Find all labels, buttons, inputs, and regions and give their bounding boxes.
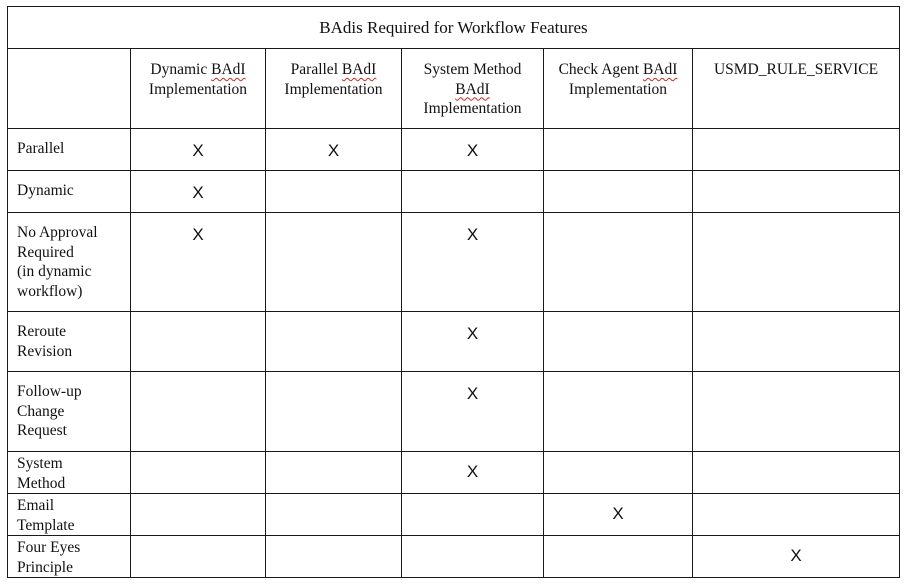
row-label: Follow-up Change Request bbox=[8, 372, 131, 452]
table-cell: X bbox=[131, 213, 266, 312]
table-cell bbox=[544, 213, 693, 312]
table-cell: X bbox=[402, 213, 544, 312]
column-header: Check Agent BAdI Implementation bbox=[544, 49, 693, 129]
table-cell bbox=[266, 171, 402, 213]
table-title: BAdis Required for Workflow Features bbox=[8, 7, 900, 49]
table-cell: X bbox=[266, 129, 402, 171]
title-row bbox=[8, 7, 900, 49]
table-row bbox=[8, 129, 900, 171]
table-cell bbox=[544, 129, 693, 171]
table-cell bbox=[402, 494, 544, 536]
table-cell bbox=[131, 494, 266, 536]
table-cell bbox=[266, 452, 402, 494]
table-cell bbox=[266, 372, 402, 452]
row-label: Email Template bbox=[8, 494, 131, 536]
row-label: System Method bbox=[8, 452, 131, 494]
table-cell bbox=[402, 171, 544, 213]
table-cell: X bbox=[693, 536, 900, 578]
row-label: Four Eyes Principle bbox=[8, 536, 131, 578]
table-cell bbox=[131, 536, 266, 578]
table-cell bbox=[266, 312, 402, 372]
table-cell bbox=[693, 171, 900, 213]
table-cell bbox=[131, 452, 266, 494]
table-cell bbox=[693, 129, 900, 171]
table-row bbox=[8, 312, 900, 372]
table-cell bbox=[266, 494, 402, 536]
column-header: Parallel BAdI Implementation bbox=[266, 49, 402, 129]
table-row bbox=[8, 372, 900, 452]
column-header: System Method BAdI Implementation bbox=[402, 49, 544, 129]
table-cell: X bbox=[131, 129, 266, 171]
column-header: Dynamic BAdI Implementation bbox=[131, 49, 266, 129]
table-cell: X bbox=[131, 171, 266, 213]
document-page bbox=[7, 6, 900, 578]
table-row bbox=[8, 536, 900, 578]
table-cell bbox=[693, 213, 900, 312]
table-cell bbox=[544, 452, 693, 494]
row-label: Dynamic bbox=[8, 171, 131, 213]
row-label: No Approval Required (in dynamic workflow) bbox=[8, 213, 131, 312]
row-label: Reroute Revision bbox=[8, 312, 131, 372]
table-cell bbox=[131, 372, 266, 452]
table-cell: X bbox=[402, 372, 544, 452]
table-cell: X bbox=[544, 494, 693, 536]
table-cell bbox=[693, 494, 900, 536]
table-cell: X bbox=[402, 129, 544, 171]
table-cell bbox=[266, 536, 402, 578]
table-cell bbox=[402, 536, 544, 578]
table-row bbox=[8, 494, 900, 536]
table-cell bbox=[131, 312, 266, 372]
row-label: Parallel bbox=[8, 129, 131, 171]
table-cell bbox=[693, 312, 900, 372]
table-row bbox=[8, 171, 900, 213]
table-cell: X bbox=[402, 452, 544, 494]
table-cell bbox=[544, 372, 693, 452]
table-cell bbox=[544, 536, 693, 578]
badi-requirements-table bbox=[7, 6, 900, 578]
table-row bbox=[8, 213, 900, 312]
column-header: USMD_RULE_SERVICE bbox=[693, 49, 900, 129]
table-cell bbox=[544, 171, 693, 213]
table-cell bbox=[693, 372, 900, 452]
table-row bbox=[8, 452, 900, 494]
table-cell bbox=[544, 312, 693, 372]
table-cell: X bbox=[402, 312, 544, 372]
corner-cell bbox=[8, 49, 131, 129]
table-cell bbox=[266, 213, 402, 312]
header-row bbox=[8, 49, 900, 129]
table-cell bbox=[693, 452, 900, 494]
